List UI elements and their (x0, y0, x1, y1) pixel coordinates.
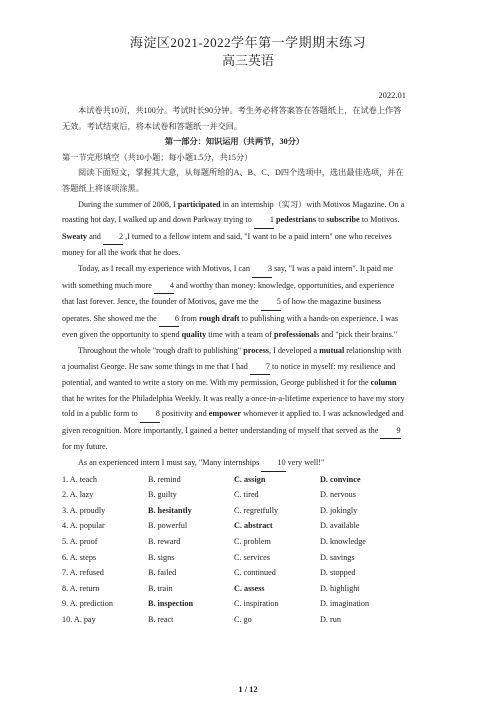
exam-notice: 本试卷共10页，共100分。考试时长90分钟。考生务必将答案答在答题纸上，在试卷上作答无效。考试结束后，将本试卷和答题纸一并交回。 (62, 106, 402, 131)
option-row (62, 596, 407, 612)
option-d: D. available (320, 521, 360, 531)
option-a: 1. A. teach (62, 474, 98, 484)
option-b: B. react (148, 615, 174, 624)
exam-body (62, 103, 407, 628)
part-title: 第一部分：知识运用（共两节，30分） (164, 137, 305, 147)
option-c: C. assign (234, 474, 266, 484)
option-a: 8. A. return (62, 583, 100, 593)
option-c: C. services (234, 552, 270, 562)
option-row (62, 472, 407, 488)
exam-title: 海淀区2021-2022学年第一学期期末练习 (129, 35, 367, 50)
blank-3: 3 (252, 261, 272, 278)
page-number: 1 / 12 (238, 684, 258, 694)
option-c: C. problem (234, 537, 271, 547)
exam-date: 2022.01 (378, 90, 406, 100)
option-row (62, 612, 407, 628)
option-row (62, 503, 407, 519)
answer-options (62, 472, 407, 628)
option-a: 10. A. pay (62, 615, 96, 624)
exam-subtitle: 高三英语 (221, 53, 274, 68)
option-row (62, 518, 407, 534)
blank-10: 10 (261, 455, 285, 472)
option-d: D. jokingly (320, 505, 358, 515)
blank-5: 5 (261, 294, 281, 311)
option-d: D. savings (320, 552, 355, 562)
option-row (62, 581, 407, 597)
option-row (62, 550, 407, 566)
option-row (62, 565, 407, 581)
blank-7: 7 (250, 359, 270, 376)
option-a: 7. A. refused (62, 568, 104, 578)
passage-paragraph-3: Throughout the whole "rough draft to publishing" process, I developed a mutual relationship with a journalist George. He saw some things in me that I had 7 to notice in myself: my resilience and potential, and wanted to write a story on me. With my permission, George published it for the column that he writes for the Philadelphia Weekly. It was really a once-in-a-lifetime experience to have my story told in a public form to 8 positivity and empower whomever it applied to. I was acknowledged and given recognition. More importantly, I gained a better understanding of myself that served as the 9 for my future. (62, 345, 405, 452)
option-b: B. reward (148, 537, 181, 547)
option-d: D. knowledge (320, 537, 366, 547)
option-b: B. guilty (148, 490, 177, 500)
blank-9: 9 (380, 423, 400, 440)
blank-2: 2 (103, 229, 123, 246)
option-row (62, 534, 407, 550)
option-b: B. remind (148, 474, 181, 484)
blank-6: 6 (159, 311, 179, 328)
option-a: 9. A. prediction (62, 599, 113, 609)
blank-1: 1 (254, 212, 274, 229)
option-c: C. continued (234, 568, 276, 578)
blank-8: 8 (140, 406, 160, 423)
option-c: C. abstract (234, 521, 273, 531)
passage-paragraph-4: As an experienced intern I must say, "Many internships 10 very well!" (62, 455, 407, 472)
option-c: C. inspiration (234, 599, 279, 609)
option-c: C. tired (234, 490, 259, 500)
section-instruction: 阅读下面短文，掌握其大意，从每题所给的A、B、C、D四个选项中，选出最佳选项，并在答题纸上将该项涂黑。 (62, 168, 404, 193)
option-row (62, 487, 407, 503)
option-b: B. train (148, 583, 173, 593)
option-a: 6. A. steps (62, 552, 97, 562)
section-title: 第一节完形填空（共10小题；每小题1.5分，共15分） (62, 152, 253, 162)
option-a: 3. A. proudly (62, 505, 106, 515)
option-b: B. hesitantly (148, 505, 192, 515)
passage-paragraph-1: During the summer of 2008, I participated in an internship（实习）with Motivos Magazine. On a roasting hot day, I walked up and down Parkway trying to 1 pedestrians to subscribe to Motivos. Sweaty and 2 ,I turned to a fellow intern and said, "I want to be a paid intern" one who receives money for all the work that he does. (62, 199, 405, 258)
option-d: D. convince (320, 474, 361, 484)
option-b: B. signs (148, 552, 175, 562)
option-c: C. assess (234, 583, 265, 593)
option-d: D. nervous (320, 490, 356, 500)
option-a: 4. A. popular (62, 521, 105, 531)
blank-4: 4 (154, 278, 174, 295)
passage-paragraph-2: Today, as I recall my experience with Motivos, I can 3 say, "I was a paid intern". It paid me with something much more 4 and worthy than money: knowledge, opportunities, and experience that last forever. Jence, the founder of Motivos, gave me the 5 of how the magazine business operates. She showed me the 6 from rough draft to publishing with a hands-on experience. I was even given the opportunity to spend quality time with a team of professionals and "pick their brains." (62, 261, 407, 343)
option-d: D. stopped (320, 568, 356, 578)
option-d: D. highlight (320, 583, 360, 593)
option-b: B. powerful (148, 521, 188, 531)
option-a: 2. A. lazy (62, 490, 94, 500)
option-a: 5. A. proof (62, 537, 98, 547)
option-b: B. failed (148, 568, 177, 578)
option-d: D. run (320, 615, 341, 624)
option-c: C. go (234, 615, 252, 624)
option-b: B. inspection (148, 599, 194, 609)
option-c: C. regretfully (234, 505, 279, 515)
option-d: D. imagination (320, 599, 370, 609)
